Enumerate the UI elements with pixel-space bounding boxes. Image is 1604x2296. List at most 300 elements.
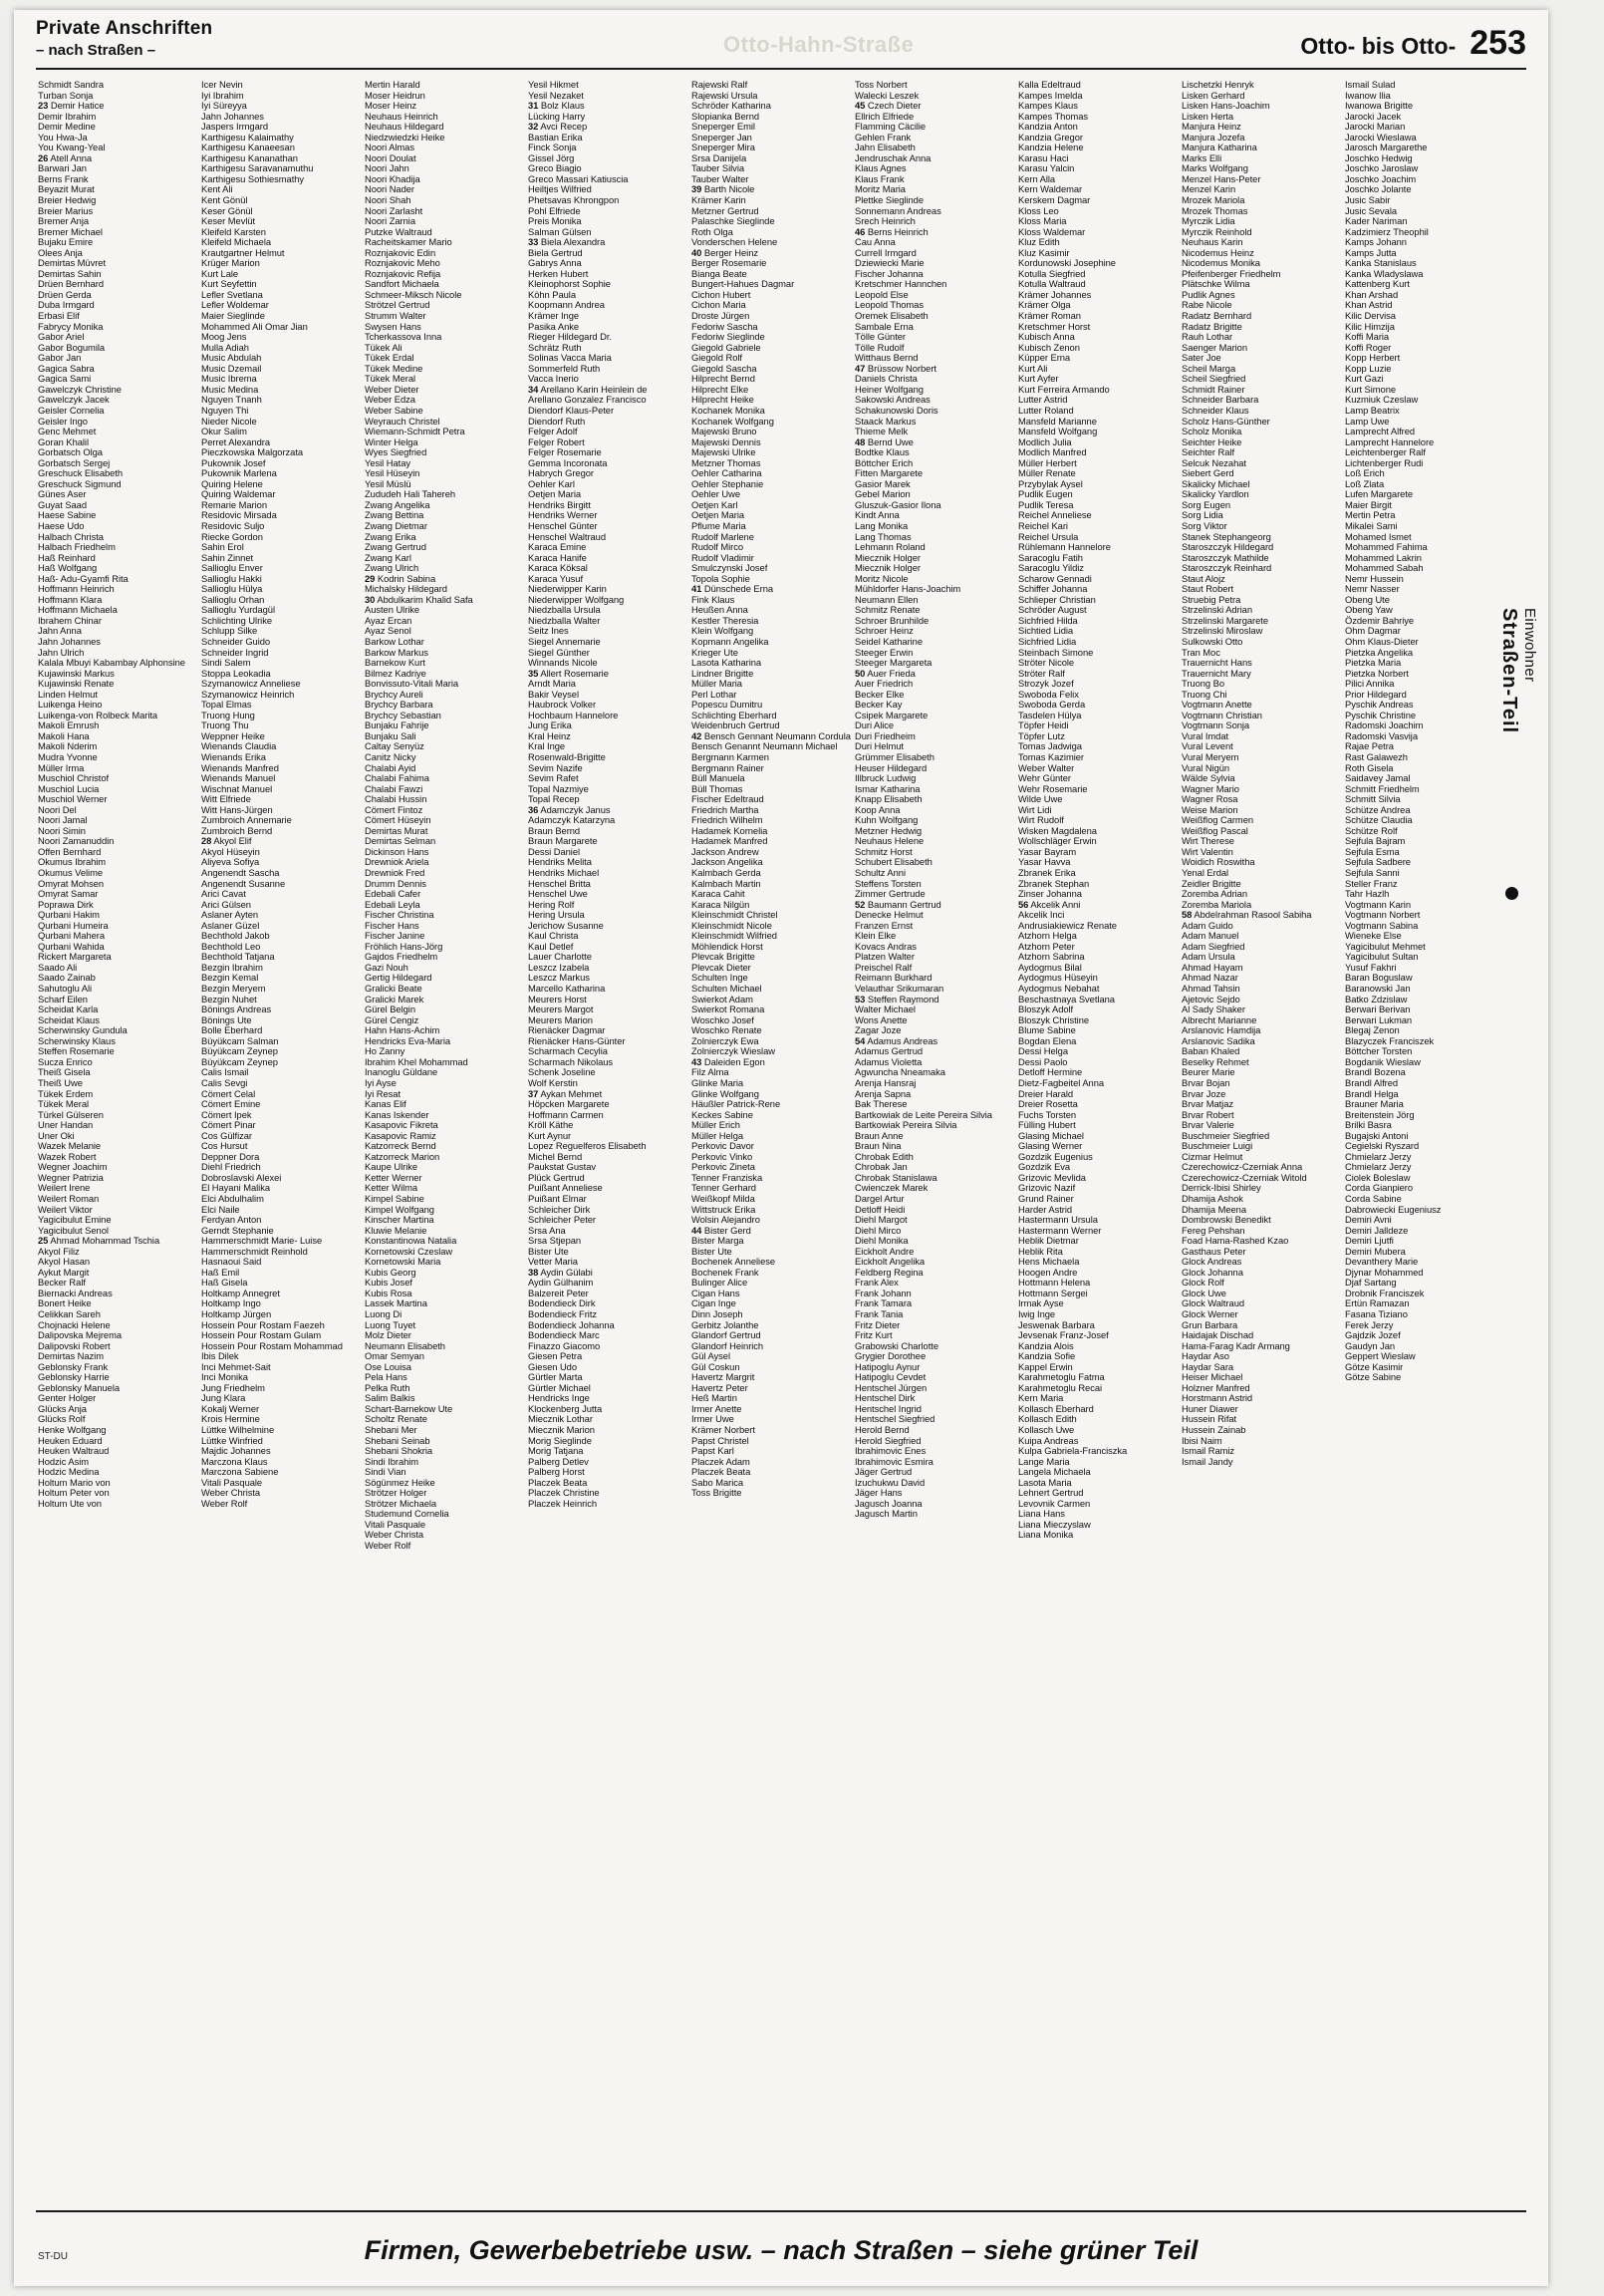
directory-entry: Wollschläger Erwin — [1018, 836, 1097, 847]
header-watermark: Otto-Hahn-Straße — [723, 32, 915, 57]
directory-entry: Neuhaus Helene — [855, 836, 925, 847]
directory-entry: Scholz Monika — [1182, 427, 1242, 437]
directory-entry: Jahn Johannes — [201, 111, 264, 122]
directory-entry: Drewniok Ariela — [365, 857, 429, 868]
directory-entry: Ibrahim Khel Mohammad — [365, 1056, 468, 1067]
directory-entry: Bogdanik Wieslaw — [1345, 1056, 1421, 1067]
directory-entry: Gajdzik Jozef — [1345, 1330, 1401, 1341]
directory-entry: Karaca Yusuf — [528, 573, 583, 584]
directory-entry: Wegner Patrizia — [38, 1172, 104, 1183]
directory-entry: Brvar Matjaz — [1182, 1099, 1234, 1110]
directory-entry: Wagner Mario — [1182, 783, 1239, 794]
directory-entry: Iwanowa Brigitte — [1345, 101, 1413, 112]
directory-entry: Roznjakovic Meho — [365, 258, 440, 269]
directory-entry: Leopold Else — [855, 289, 909, 300]
directory-entry: Kurt Ali — [1018, 363, 1048, 374]
directory-entry: Jagusch Joanna — [855, 1498, 923, 1509]
directory-entry: Mohammed Sabah — [1345, 563, 1424, 574]
directory-entry: Sorg Viktor — [1182, 520, 1227, 531]
directory-entry: Bartkowiak de Leite Pereira Silvia — [855, 1109, 992, 1120]
directory-entry: Özdemir Bahriye — [1345, 615, 1415, 626]
directory-entry: Karahmetoglu Fatma — [1018, 1372, 1105, 1383]
directory-entry: 35 Allert Rosemarie — [528, 668, 609, 679]
directory-entry: Pietzka Norbert — [1345, 668, 1409, 679]
directory-entry: Krämer Inge — [528, 311, 580, 322]
directory-entry: Roth Gisela — [1345, 762, 1394, 773]
directory-entry: Molz Dieter — [365, 1330, 411, 1341]
directory-entry: Fritz Kurt — [855, 1330, 893, 1341]
directory-entry: Zwang Erika — [365, 531, 416, 542]
directory-entry: Kubisch Anna — [1018, 332, 1075, 343]
directory-entry: 58 Abdelrahman Rasool Sabiha — [1182, 910, 1312, 921]
directory-entry: Luong Tuyet — [365, 1319, 416, 1330]
directory-entry: Kluz Kasimir — [1018, 247, 1070, 258]
directory-entry: Schneider Guido — [201, 636, 271, 647]
directory-entry: Berns Frank — [38, 173, 89, 184]
directory-entry: Finck Sonja — [528, 143, 577, 153]
directory-entry: Seitz Ines — [528, 626, 569, 637]
directory-entry: Barwari Jan — [38, 163, 87, 174]
directory-entry: Zeidler Brigitte — [1182, 878, 1241, 889]
directory-entry: Kochanek Wolfgang — [691, 416, 774, 427]
directory-entry: Adam Ursula — [1182, 952, 1235, 963]
header-title: Private Anschriften — [36, 18, 213, 39]
directory-entry: 38 Aydin Gülabi — [528, 1267, 593, 1278]
directory-entry: Filz Alma — [691, 1067, 729, 1078]
directory-entry: Reichel Ursula — [1018, 531, 1079, 542]
directory-entry: Yasar Bayram — [1018, 846, 1077, 857]
directory-entry: Braun Margarete — [528, 836, 598, 847]
directory-entry: Kalmbach Martin — [691, 878, 761, 889]
directory-entry: Mohammed Ali Omar Jian — [201, 321, 308, 332]
directory-entry: Kleifeld Karsten — [201, 226, 266, 237]
directory-entry: Frank Tamara — [855, 1298, 913, 1309]
directory-entry: Ismail Sulad — [1345, 80, 1396, 90]
directory-entry: Moser Heinz — [365, 101, 417, 112]
directory-entry: Skalicky Michael — [1182, 478, 1250, 489]
directory-entry: Zimmer Gertrude — [855, 889, 926, 900]
directory-entry: Pieczkowska Malgorzata — [201, 447, 304, 458]
directory-entry: Niedzballa Walter — [528, 615, 601, 626]
directory-entry: Glasing Werner — [1018, 1141, 1083, 1152]
directory-entry: Kloss Waldemar — [1018, 226, 1086, 237]
directory-entry: Quiring Helene — [201, 478, 263, 489]
directory-entry: Kokalj Werner — [201, 1403, 260, 1414]
directory-entry: Schmidt Sandra — [38, 80, 105, 90]
directory-entry: Herold Siegfried — [855, 1435, 922, 1446]
directory-entry: Glock Andreas — [1182, 1257, 1242, 1268]
directory-entry: Menzel Karin — [1182, 184, 1236, 195]
directory-entry: Hoffmann Michaela — [38, 605, 118, 616]
directory-entry: Konstantinowa Natalia — [365, 1236, 457, 1247]
directory-entry: Bodtke Klaus — [855, 447, 910, 458]
directory-entry: Pudlik Agnes — [1182, 289, 1235, 300]
directory-entry: Bochenek Anneliese — [691, 1257, 776, 1268]
directory-entry: Ismail Ramiz — [1182, 1446, 1235, 1457]
directory-entry: Haubrock Volker — [528, 700, 597, 711]
header-title-block — [36, 18, 212, 59]
directory-entry: Diehl Friedrich — [201, 1162, 261, 1173]
directory-entry: Aydogmus Nebahat — [1018, 984, 1100, 995]
directory-entry: Wieneke Else — [1345, 931, 1402, 942]
directory-entry: Iyi Ibrahim — [201, 90, 244, 101]
directory-entry: Inci Monika — [201, 1372, 248, 1383]
directory-entry: Pohl Elfriede — [528, 205, 581, 216]
directory-entry: Pietzka Angelika — [1345, 647, 1413, 658]
directory-entry: Kollasch Uwe — [1018, 1425, 1075, 1435]
directory-entry: Corda Gianpiero — [1345, 1183, 1414, 1194]
directory-entry: Brilki Basra — [1345, 1120, 1392, 1131]
directory-entry: Mohammed Fahima — [1345, 542, 1428, 553]
directory-entry: Horstmann Astrid — [1182, 1393, 1253, 1404]
directory-entry: Tomas Jadwiga — [1018, 741, 1082, 752]
directory-entry: Cos Hursut — [201, 1141, 248, 1152]
directory-entry: Leichtenberger Ralf — [1345, 447, 1426, 458]
directory-entry: Pfeifenberger Friedhelm — [1182, 268, 1281, 279]
directory-entry: Staroszczyk Mathilde — [1182, 552, 1269, 563]
directory-entry: Popescu Dumitru — [691, 700, 763, 711]
directory-entry: Feldberg Regina — [855, 1267, 924, 1278]
directory-entry: Uner Handan — [38, 1120, 94, 1131]
directory-entry: Truong Thu — [201, 720, 249, 731]
directory-entry: Mrozek Thomas — [1182, 205, 1248, 216]
directory-entry: Kleinschmidt Nicole — [691, 920, 772, 931]
directory-entry: Weber Rolf — [365, 1541, 411, 1552]
directory-entry: Schlupp Silke — [201, 626, 258, 637]
directory-entry: Putzke Waltraud — [365, 226, 432, 237]
directory-entry: Kubis Georg — [365, 1267, 416, 1278]
directory-entry: Stoppa Leokadia — [201, 668, 271, 679]
directory-entry: Tauber Walter — [691, 173, 749, 184]
directory-entry: Henschel Günter — [528, 520, 598, 531]
directory-entry: Scharf Eilen — [38, 994, 88, 1004]
directory-entry: Habrych Gregor — [528, 468, 594, 479]
directory-entry: Aydin Gülhanim — [528, 1278, 594, 1289]
directory-entry: Lopez Reguelferos Elisabeth — [528, 1141, 647, 1152]
directory-entry: Geppert Wieslaw — [1345, 1351, 1416, 1362]
directory-entry: Steller Franz — [1345, 878, 1398, 889]
directory-entry: Eickholt Angelika — [855, 1257, 926, 1268]
directory-entry: Rast Galawezh — [1345, 752, 1408, 762]
directory-entry: Jäger Gertrud — [855, 1467, 913, 1478]
directory-entry: Miecznik Lothar — [528, 1414, 593, 1425]
directory-entry: Weber Edza — [365, 395, 415, 406]
directory-entry: Weyrauch Christel — [365, 416, 440, 427]
directory-entry: 46 Berns Heinrich — [855, 226, 929, 237]
directory-entry: Ketter Werner — [365, 1172, 422, 1183]
directory-entry: Schubert Elisabeth — [855, 857, 933, 868]
directory-entry: Winnands Nicole — [528, 658, 598, 669]
directory-entry: Lutter Roland — [1018, 405, 1074, 416]
directory-entry: Jarocki Marian — [1345, 122, 1406, 133]
directory-entry: Hendriks Werner — [528, 510, 598, 521]
directory-entry: Arndt Maria — [528, 679, 576, 690]
directory-entry: Puißant Anneliese — [528, 1183, 603, 1194]
directory-entry: Frank Alex — [855, 1278, 899, 1289]
directory-entry: Dreier Harald — [1018, 1088, 1074, 1099]
directory-entry: Brychcy Sebastian — [365, 710, 441, 720]
directory-entry: Berwari Lukman — [1345, 1014, 1413, 1025]
directory-entry: Radomski Vasvija — [1345, 730, 1419, 741]
directory-entry: Breier Hedwig — [38, 195, 97, 206]
directory-entry: Fischer Christina — [365, 910, 434, 921]
directory-entry: Kilic Dervisa — [1345, 311, 1396, 322]
directory-entry: Mansfeld Wolfgang — [1018, 427, 1098, 437]
directory-entry: Linden Helmut — [38, 689, 98, 700]
directory-entry: Roznjakovic Refija — [365, 268, 441, 279]
directory-entry: Djynar Mohammed — [1345, 1267, 1424, 1278]
directory-entry: Kilic Himzija — [1345, 321, 1395, 332]
directory-entry: Thieme Melk — [855, 427, 909, 437]
directory-entry: Deppner Dora — [201, 1151, 260, 1162]
directory-entry: Töpfer Heidi — [1018, 720, 1069, 731]
directory-entry: Diehl Margot — [855, 1215, 908, 1226]
directory-entry: Mansfeld Marianne — [1018, 416, 1097, 427]
directory-entry: Ajetovic Sejdo — [1182, 994, 1240, 1004]
directory-entry: Topola Sophie — [691, 573, 750, 584]
directory-entry: Kurt Aynur — [528, 1130, 572, 1141]
directory-entry: Halbach Christa — [38, 531, 104, 542]
directory-entry: Zwang Gertrud — [365, 542, 426, 553]
directory-entry: Hoffmann Klara — [38, 594, 103, 605]
directory-entry: Henschel Waltraud — [528, 531, 607, 542]
directory-entry: Noori Simin — [38, 825, 86, 836]
directory-entry: El Hayani Malika — [201, 1183, 271, 1194]
directory-entry: Sichfried Lidia — [1018, 636, 1077, 647]
directory-entry: Drüen Gerda — [38, 289, 92, 300]
directory-entry: Sonnemann Andreas — [855, 205, 941, 216]
directory-entry: Muschiol Christof — [38, 773, 110, 784]
directory-entry: Manjura Heinz — [1182, 122, 1241, 133]
directory-entry: Haß Gisela — [201, 1278, 248, 1289]
directory-entry: Kandzia Alois — [1018, 1340, 1074, 1351]
directory-entry: Müller Helga — [691, 1130, 744, 1141]
directory-entry: Bodendieck Johanna — [528, 1319, 615, 1330]
directory-entry: Qurbani Mahera — [38, 931, 106, 942]
directory-entry: Noori Zamanuddin — [38, 836, 115, 847]
directory-entry: Sneperger Jan — [691, 132, 752, 143]
directory-entry: Noori Zarlasht — [365, 205, 423, 216]
directory-entry: Strozyk Jozef — [1018, 679, 1074, 690]
directory-entry: Pudlik Teresa — [1018, 499, 1074, 510]
directory-entry: Poprawa Dirk — [38, 899, 94, 910]
directory-entry: Radatz Brigitte — [1182, 321, 1242, 332]
directory-entry: Izuchukwu David — [855, 1477, 926, 1488]
directory-entry: Bezgin Meryem — [201, 984, 266, 995]
directory-entry: Modlich Manfred — [1018, 447, 1087, 458]
directory-entry: Sallioglu Hülya — [201, 584, 263, 595]
directory-entry: Kimpel Sabine — [365, 1193, 424, 1204]
directory-entry: Türkel Gülseren — [38, 1109, 104, 1120]
directory-entry: Cigan Inge — [691, 1298, 736, 1309]
directory-entry: Havertz Margrit — [691, 1372, 755, 1383]
directory-entry: Bujaku Emire — [38, 237, 94, 248]
directory-entry: Omar Semyan — [365, 1351, 424, 1362]
directory-entry: Felger Rosemarie — [528, 447, 602, 458]
directory-entry: Diendorf Klaus-Peter — [528, 405, 615, 416]
directory-entry: Majdic Johannes — [201, 1446, 271, 1457]
directory-entry: Noori Del — [38, 804, 77, 815]
directory-entry: Placzek Beata — [691, 1467, 751, 1478]
directory-entry: Wegner Joachim — [38, 1162, 108, 1173]
directory-entry: 45 Czech Dieter — [855, 101, 922, 112]
directory-entry: Krämer Johannes — [1018, 289, 1092, 300]
directory-entry: Sakowski Andreas — [855, 395, 931, 406]
directory-entry: Seichter Ralf — [1182, 447, 1235, 458]
directory-entry: Bister Marga — [691, 1236, 744, 1247]
directory-entry: Staroszczyk Reinhard — [1182, 563, 1272, 574]
directory-entry: Schlichting Eberhard — [691, 710, 777, 720]
directory-entry: Michel Bernd — [528, 1151, 583, 1162]
directory-entry: Holtkamp Ingo — [201, 1298, 261, 1309]
directory-entry: Witthaus Bernd — [855, 353, 919, 364]
directory-entry: Velauthar Srikumaran — [855, 984, 944, 995]
directory-entry: Srech Heinrich — [855, 216, 916, 227]
directory-entry: Lehmann Roland — [855, 542, 926, 553]
directory-entry: Karthigesu Kalaimathy — [201, 132, 294, 143]
directory-entry: Chmielarz Jerzy — [1345, 1162, 1412, 1173]
directory-entry: Cwienczek Marek — [855, 1183, 929, 1194]
directory-entry: Giesen Udo — [528, 1361, 578, 1372]
directory-entry: Fischer Edeltraud — [691, 794, 764, 805]
directory-entry: Demiri Mubera — [1345, 1246, 1406, 1257]
directory-entry: Woschko Josef — [691, 1014, 754, 1025]
directory-entry: Rajae Petra — [1345, 741, 1394, 752]
directory-entry: Ismail Jandy — [1182, 1456, 1233, 1467]
directory-entry: Haydar Sara — [1182, 1361, 1234, 1372]
directory-entry: Pukownik Marlena — [201, 468, 277, 479]
directory-entry: Hendricks Inge — [528, 1393, 590, 1404]
directory-entry: Drobnik Franciszek — [1345, 1288, 1425, 1298]
directory-entry: Bonvissuto-Vitali Maria — [365, 679, 459, 690]
directory-entry: Albrecht Marianne — [1182, 1014, 1257, 1025]
directory-entry: Wienands Erika — [201, 752, 266, 762]
directory-entry: Vural Nigün — [1182, 762, 1230, 773]
directory-entry: Arenja Hansraj — [855, 1077, 917, 1088]
directory-entry: Cichon Maria — [691, 300, 746, 311]
directory-entry: Kamps Johann — [1345, 237, 1407, 248]
directory-entry: Brvar Bojan — [1182, 1077, 1230, 1088]
header-subtitle: – nach Straßen – — [36, 42, 156, 59]
directory-entry: Scholtz Renate — [365, 1414, 427, 1425]
directory-entry: Jeswenak Barbara — [1018, 1319, 1095, 1330]
directory-entry: Bak Therese — [855, 1099, 908, 1110]
directory-entry: Currell Irmgard — [855, 247, 917, 258]
directory-entry: Beurer Marie — [1182, 1067, 1235, 1078]
directory-entry: Kampes Thomas — [1018, 111, 1089, 122]
directory-entry: Lang Monika — [855, 520, 909, 531]
directory-entry: Neuhaus Heinrich — [365, 111, 438, 122]
directory-entry: Rabe Nicole — [1182, 300, 1232, 311]
directory-entry: Schneider Ingrid — [201, 647, 269, 658]
directory-entry: Heußen Anna — [691, 605, 748, 616]
directory-entry: 48 Bernd Uwe — [855, 436, 914, 447]
directory-entry: Cömert Fintoz — [365, 804, 423, 815]
directory-entry: Schultz Anni — [855, 868, 906, 879]
directory-entry: Lefler Woldemar — [201, 300, 269, 311]
directory-entry: Sichfried Hilda — [1018, 615, 1078, 626]
name-column — [201, 80, 365, 2133]
directory-entry: Heiser Michael — [1182, 1372, 1243, 1383]
directory-entry: Siegel Günther — [528, 647, 590, 658]
directory-entry: Weber Christa — [365, 1530, 424, 1541]
directory-entry: Tcherkassova Inna — [365, 332, 442, 343]
directory-entry: Yenal Erdal — [1182, 868, 1229, 879]
directory-entry: Agwuncha Nneamaka — [855, 1067, 945, 1078]
directory-entry: Karthigesu Saravanamuthu — [201, 163, 314, 174]
directory-entry: Brandl Alfred — [1345, 1077, 1399, 1088]
directory-entry: Scheil Marga — [1182, 363, 1236, 374]
directory-entry: Marks Wolfgang — [1182, 163, 1248, 174]
directory-entry: Loß Zlata — [1345, 478, 1385, 489]
directory-entry: Jäger Hans — [855, 1488, 903, 1499]
directory-entry: Chalabi Ayid — [365, 762, 416, 773]
directory-entry: Kimpel Wolfgang — [365, 1204, 434, 1215]
directory-entry: Dalipovski Robert — [38, 1340, 111, 1351]
directory-entry: Kulpa Gabriela-Franciszka — [1018, 1446, 1128, 1457]
directory-entry: Topal Elmas — [201, 700, 252, 711]
directory-entry: Keser Gönül — [201, 205, 253, 216]
name-column — [1345, 80, 1508, 2133]
directory-entry: Yesil Hüseyin — [365, 468, 420, 479]
directory-entry: Klein Elke — [855, 931, 897, 942]
directory-entry: Beyazit Murat — [38, 184, 95, 195]
directory-entry: Harder Astrid — [1018, 1204, 1073, 1215]
directory-entry: Prior Hildegard — [1345, 689, 1407, 700]
directory-entry: 28 Akyol Elif — [201, 836, 252, 847]
directory-entry: Strötzer Holger — [365, 1488, 427, 1499]
directory-entry: Hentschel Dirk — [855, 1393, 916, 1404]
directory-entry: Witt Elfriede — [201, 794, 251, 805]
directory-entry: Sallioglu Orhan — [201, 594, 265, 605]
directory-entry: Scharow Gennadi — [1018, 573, 1092, 584]
directory-entry: Wirt Valentin — [1182, 846, 1233, 857]
directory-entry: Weilert Irene — [38, 1183, 91, 1194]
directory-entry: Geblonsky Harrie — [38, 1372, 110, 1383]
directory-entry: Holtum Peter von — [38, 1488, 110, 1499]
directory-entry: Tahr Hazlh — [1345, 889, 1390, 900]
directory-entry: Radomski Joachim — [1345, 720, 1424, 731]
directory-entry: Schlichting Ulrike — [201, 615, 273, 626]
directory-entry: Barkow Lothar — [365, 636, 424, 647]
directory-entry: Glandorf Heinrich — [691, 1340, 764, 1351]
directory-entry: Gerbitz Jolanthe — [691, 1319, 759, 1330]
directory-entry: Scherwinsky Gundula — [38, 1025, 128, 1036]
directory-entry: Yasar Havva — [1018, 857, 1071, 868]
directory-entry: Srsa Stjepan — [528, 1236, 582, 1247]
directory-entry: Kral Heinz — [528, 730, 571, 741]
directory-entry: Iwig Inge — [1018, 1308, 1056, 1319]
directory-entry: Kadzimierz Theophil — [1345, 226, 1429, 237]
directory-entry: Rudolf Mirco — [691, 542, 744, 553]
directory-entry: Greco Massari Katiuscia — [528, 173, 629, 184]
directory-entry: Kasapovic Fikreta — [365, 1120, 438, 1131]
directory-entry: Meurers Horst — [528, 994, 587, 1004]
directory-entry: Bremer Michael — [38, 226, 103, 237]
directory-entry: Olees Anja — [38, 247, 83, 258]
directory-entry: Pilici Annika — [1345, 679, 1395, 690]
directory-entry: Gawelczyk Christine — [38, 384, 122, 395]
directory-entry: Dreier Rosetta — [1018, 1099, 1078, 1110]
directory-entry: Kasapovic Ramiz — [365, 1130, 436, 1141]
directory-entry: Saidavey Jamal — [1345, 773, 1411, 784]
directory-entry: Kaupe Ulrike — [365, 1162, 418, 1173]
directory-entry: Tükek Ali — [365, 342, 402, 353]
directory-entry: Placzek Heinrich — [528, 1498, 598, 1509]
directory-entry: Kubis Rosa — [365, 1288, 412, 1298]
directory-entry: Hentschel Ingrid — [855, 1403, 922, 1414]
directory-entry: Lefler Svetlana — [201, 289, 263, 300]
